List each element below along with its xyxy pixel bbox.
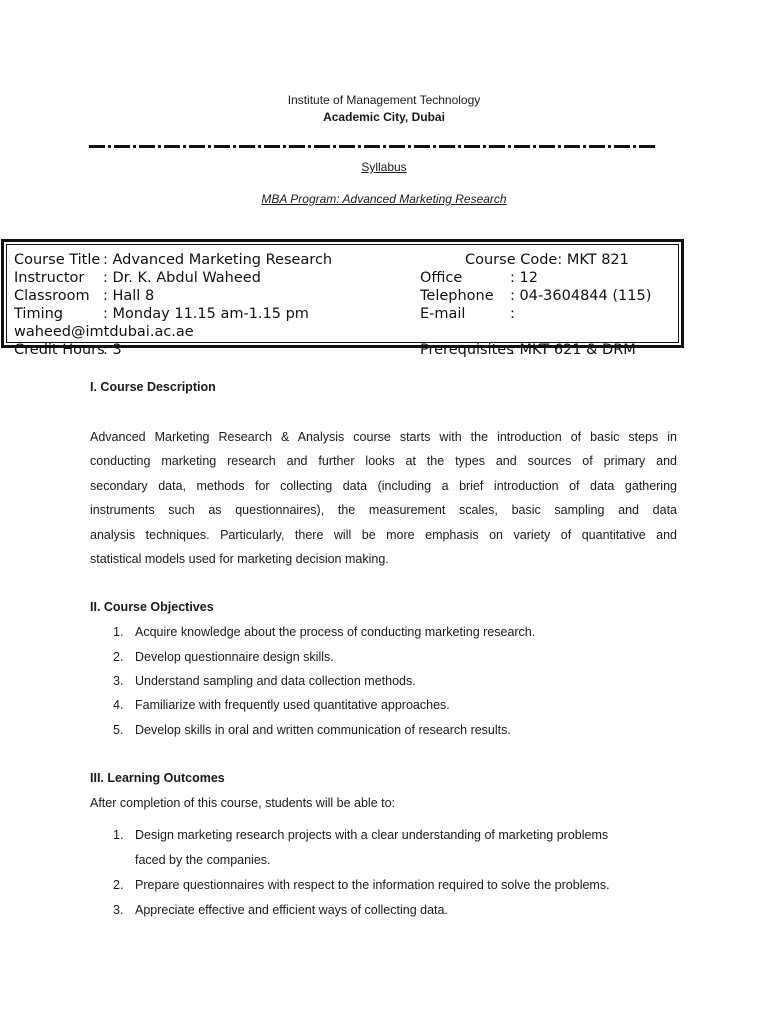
course-info-inner	[6, 244, 679, 358]
prerequisites-value: : MKT 621 & DRM	[510, 342, 636, 358]
timing-value: : Monday 11.15 am-1.15 pm	[103, 306, 309, 322]
credit-hours-label: Credit Hours	[14, 342, 105, 358]
course-code: Course Code: MKT 821	[465, 252, 629, 268]
outcome-text-continued: faced by the companies.	[135, 853, 271, 867]
telephone-value: : 04-3604844 (115)	[510, 288, 652, 304]
syllabus-label: Syllabus	[361, 160, 407, 174]
email-address: waheed@imtdubai.ac.ae	[14, 324, 194, 340]
institute-name: Institute of Management Technology	[287, 93, 481, 107]
instructor-label: Instructor	[14, 270, 85, 286]
prerequisites-label: Prerequisites	[420, 342, 514, 358]
description-line: conducting marketing research and further looks at the types and sources of primary and	[90, 454, 677, 469]
outcome-number: 1.	[113, 828, 124, 842]
objective-text: Understand sampling and data collection methods.	[135, 674, 416, 688]
objective-number: 5.	[113, 723, 124, 737]
description-line: instruments such as questionnaires), the measurement scales, basic sampling and data	[90, 503, 677, 518]
course-title-label: Course Title	[14, 252, 101, 268]
telephone-label: Telephone	[420, 288, 494, 304]
objective-text: Acquire knowledge about the process of conducting marketing research.	[135, 625, 536, 639]
email-label: E-mail	[420, 306, 466, 322]
course-description-paragraph	[90, 425, 677, 571]
section-heading-outcomes: III. Learning Outcomes	[90, 771, 225, 785]
instructor-value: : Dr. K. Abdul Waheed	[103, 270, 261, 286]
outcome-text: Appreciate effective and efficient ways of collecting data.	[135, 903, 448, 917]
objective-text: Develop questionnaire design skills.	[135, 650, 334, 664]
section-heading-objectives: II. Course Objectives	[90, 600, 214, 614]
outcome-number: 3.	[113, 903, 124, 917]
objective-number: 2.	[113, 650, 124, 664]
objective-number: 4.	[113, 698, 124, 712]
outcome-text: Design marketing research projects with a clear understanding of marketing problems	[135, 828, 609, 842]
institute-location: Academic City, Dubai	[323, 110, 445, 124]
objective-number: 1.	[113, 625, 124, 639]
classroom-value: : Hall 8	[103, 288, 155, 304]
course-title-value: : Advanced Marketing Research	[103, 252, 333, 268]
objective-text: Develop skills in oral and written communication of research results.	[135, 723, 511, 737]
description-line: Advanced Marketing Research & Analysis course starts with the introduction of basic steps in	[90, 430, 677, 444]
timing-label: Timing	[14, 306, 63, 322]
program-label: MBA Program: Advanced Marketing Research	[261, 192, 507, 206]
credit-hours-value: : 3	[103, 342, 122, 358]
dash-dot-divider	[89, 145, 657, 148]
office-label: Office	[420, 270, 463, 286]
office-value: : 12	[510, 270, 538, 286]
outcome-number: 2.	[113, 878, 124, 892]
description-line: secondary data, methods for collecting data (including a brief introduction of data gathering	[90, 478, 677, 493]
course-info-box	[1, 239, 684, 358]
doc-type-title	[0, 159, 768, 175]
section-heading-description: I. Course Description	[90, 380, 216, 394]
description-line: statistical models used for marketing decision making.	[90, 551, 389, 566]
email-value: :	[510, 306, 515, 322]
program-title	[0, 191, 768, 207]
outcome-text: Prepare questionnaires with respect to the information required to solve the problems.	[135, 878, 610, 892]
classroom-label: Classroom	[14, 288, 90, 304]
outcomes-intro: After completion of this course, students will be able to:	[90, 796, 396, 810]
objective-text: Familiarize with frequently used quantitative approaches.	[135, 698, 450, 712]
objective-number: 3.	[113, 674, 124, 688]
description-line: analysis techniques. Particularly, there will be more emphasis on variety of quantitative and	[90, 527, 677, 542]
